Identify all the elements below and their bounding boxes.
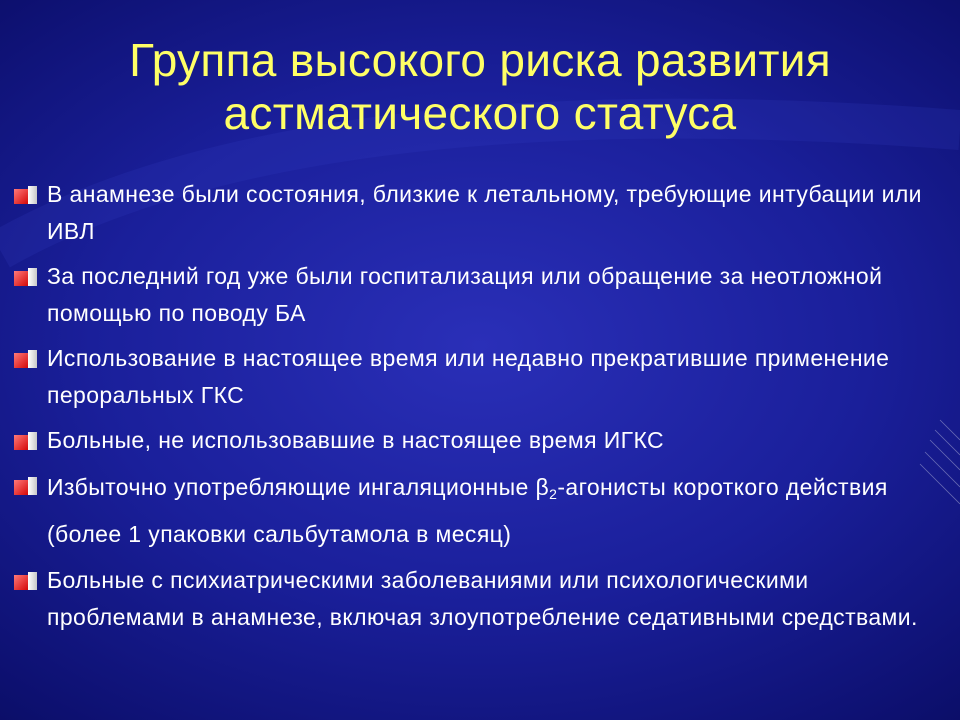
slide-title: [0, 34, 960, 140]
title-line-2: астматического статуса: [223, 87, 737, 139]
bullet-text-4: Больные, не использовавшие в настоящее время ИГКС: [47, 427, 665, 453]
beta-subscript: 2: [549, 486, 558, 502]
bullet-list: [14, 176, 949, 636]
bullet-item-4: [14, 422, 949, 459]
bullet-marker-icon: [14, 268, 38, 286]
bullet-marker-icon: [14, 432, 38, 450]
bullet-marker-icon: [14, 477, 38, 495]
bullet-item-3: [14, 340, 949, 414]
bullet-text-3: Использование в настоящее время или недавно прекратившие применение пероральных ГКС: [47, 345, 890, 408]
bullet-item-5: [14, 467, 949, 554]
bullet-marker-icon: [14, 350, 38, 368]
bullet-text-5: Избыточно употребляющие ингаляционные $\beta_2$-агонисты короткого действия (более 1 упаковки сальбутамола в месяц): [47, 474, 888, 547]
bullet-marker-icon: [14, 572, 38, 590]
bullet-item-6: [14, 562, 949, 636]
bullet-text-6: Больные с психиатрическими заболеваниями или психологическими проблемами в анамнезе, включая злоупотребление седативными средствами.: [47, 567, 918, 630]
bullet-text-2: За последний год уже были госпитализация или обращение за неотложной помощью по поводу БА: [47, 263, 883, 326]
bullet-text-1: В анамнезе были состояния, близкие к летальному, требующие интубации или ИВЛ: [47, 181, 922, 244]
title-line-1: Группа высокого риска развития: [129, 34, 831, 86]
bullet-item-1: [14, 176, 949, 250]
bullet-item-2: [14, 258, 949, 332]
bullet-marker-icon: [14, 186, 38, 204]
